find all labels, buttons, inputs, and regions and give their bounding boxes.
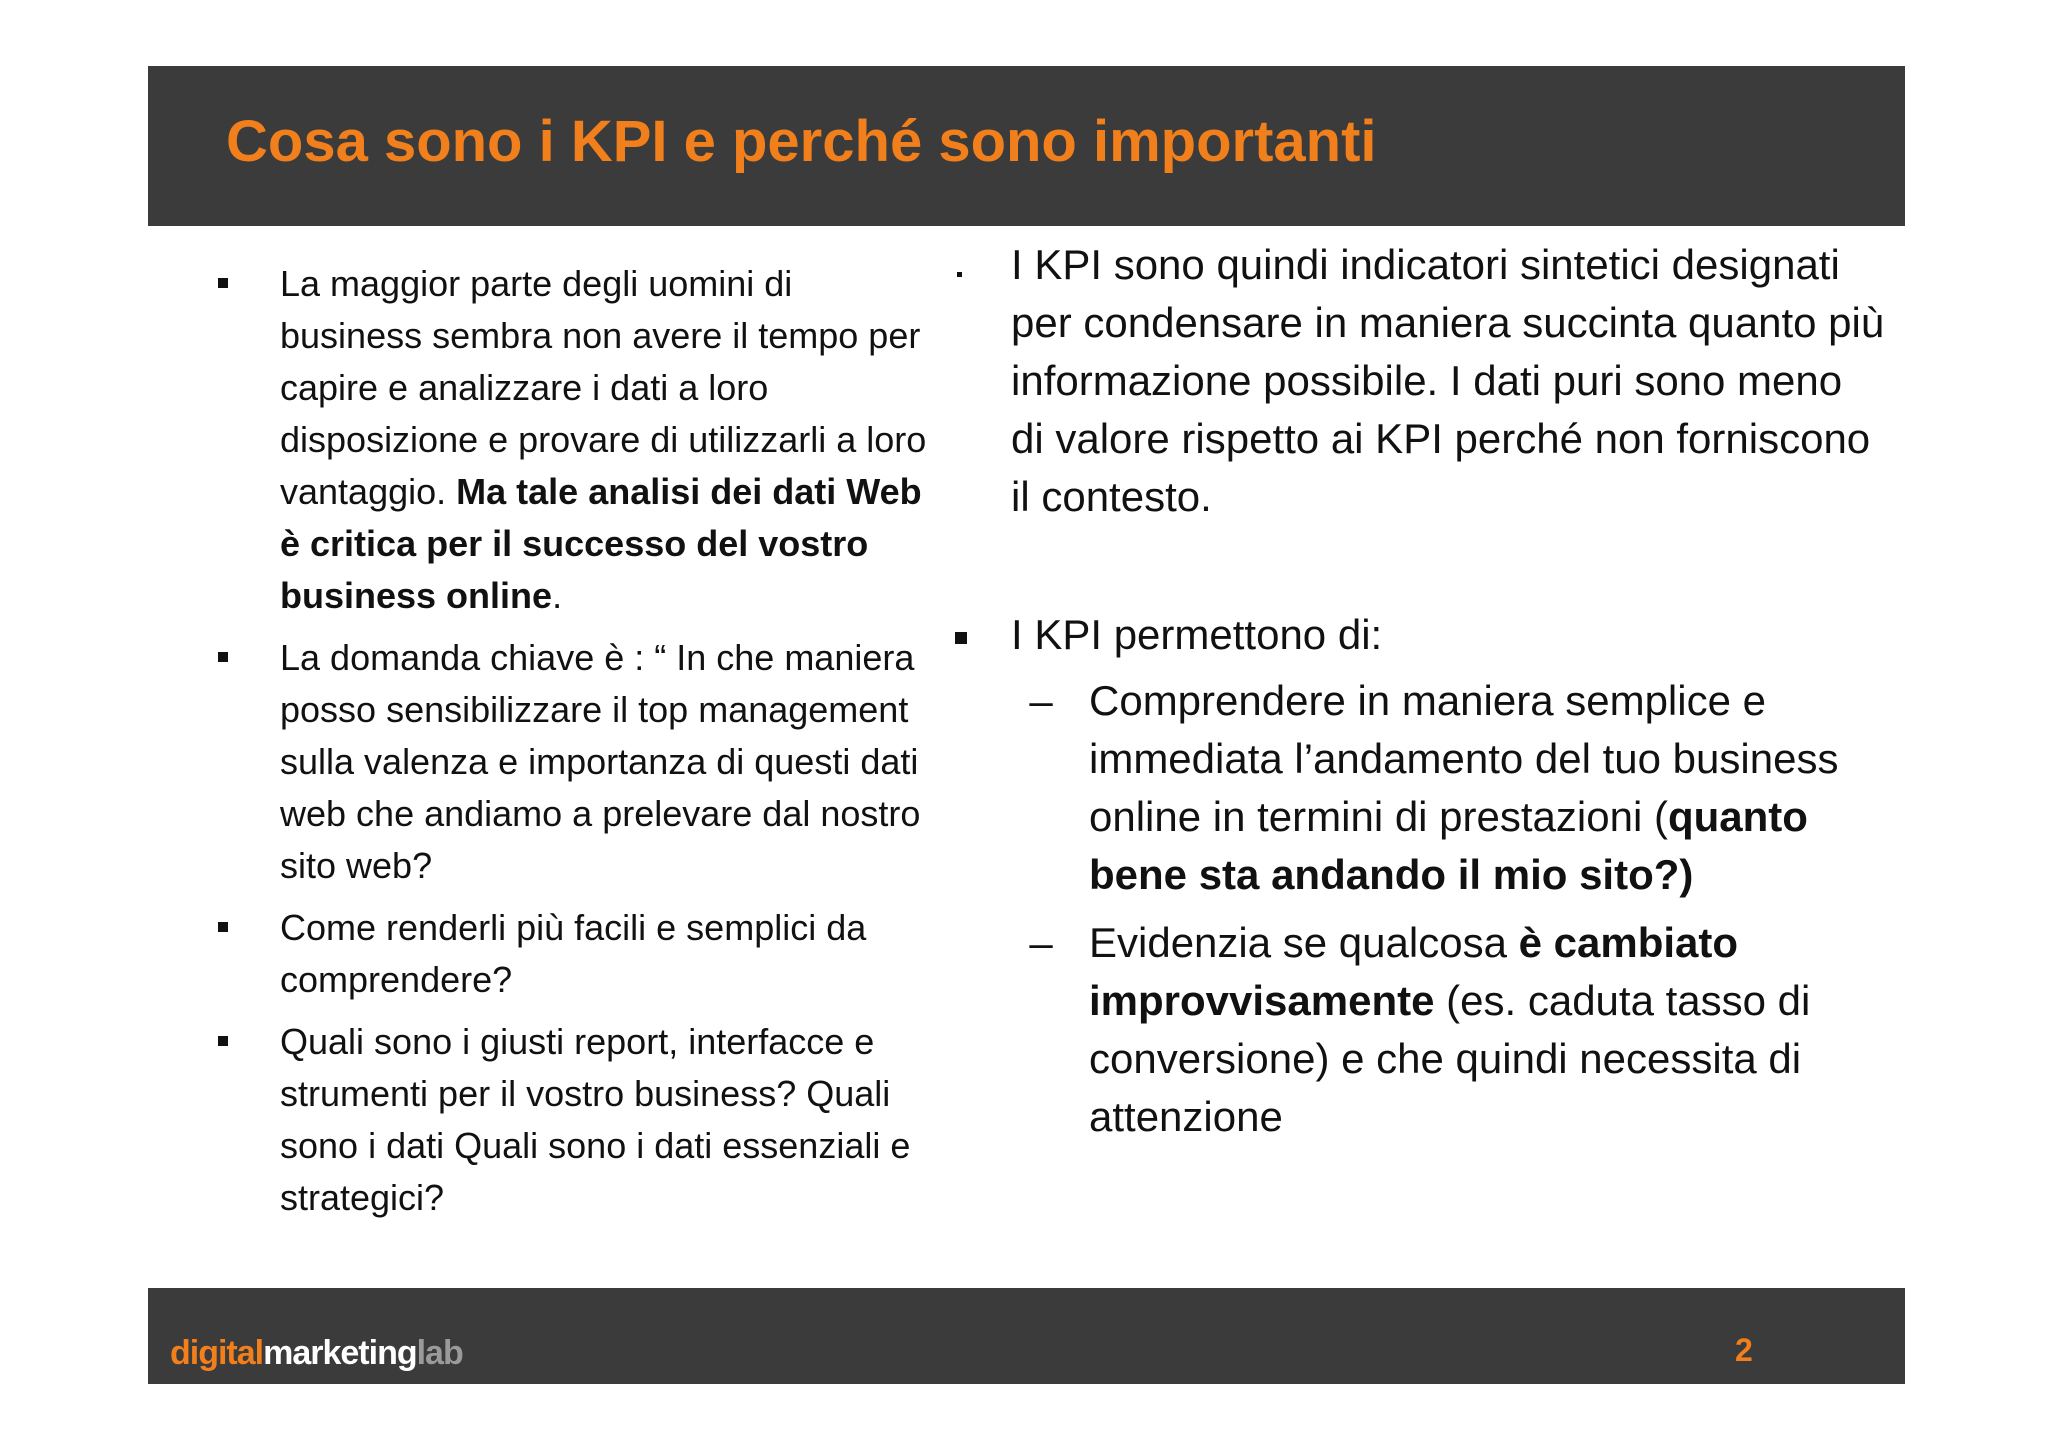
item-text: Come renderli più facili e semplici da comprendere?	[280, 907, 867, 1000]
sub-item-text-end: (es. caduta tasso di conversione) e che quindi necessita di attenzione	[1089, 977, 1811, 1140]
list-item	[945, 606, 1885, 1146]
item-bold-text: Ma tale analisi dei dati Web è critica per il successo del vostro business online	[280, 471, 922, 616]
right-column	[945, 236, 1885, 1156]
square-bullet-icon	[955, 632, 967, 644]
list-item	[210, 1016, 930, 1224]
sub-item-text: Comprendere in maniera semplice e immediata l’andamento del tuo business online in termini di prestazioni (	[1089, 677, 1839, 840]
list-item	[210, 258, 930, 622]
square-bullet-icon	[218, 652, 228, 662]
item-text: I KPI permettono di:	[1011, 611, 1383, 658]
item-text: I KPI sono quindi indicatori sintetici designati per condensare in maniera succinta quanto più informazione possibile. I dati puri sono meno di valore rispetto ai KPI perché non forniscono il contesto.	[1011, 241, 1885, 520]
square-bullet-icon	[218, 278, 228, 288]
logo-part-lab: lab	[416, 1334, 463, 1372]
logo	[170, 1334, 463, 1373]
square-bullet-icon	[218, 922, 228, 932]
list-item	[210, 632, 930, 892]
sub-item-bold-text: è cambiato improvvisamente	[1089, 919, 1739, 1024]
square-bullet-icon	[218, 1036, 228, 1046]
sub-item-bold-text: quanto bene sta andando il mio sito?)	[1089, 793, 1808, 898]
item-text-end: .	[552, 575, 563, 616]
left-column	[210, 258, 930, 1234]
list-item	[210, 902, 930, 1006]
slide-title: Cosa sono i KPI e perché sono importanti	[226, 109, 1377, 174]
small-bullet-icon	[957, 272, 962, 277]
logo-part-digital: digital	[170, 1334, 264, 1372]
item-text: Quali sono i giusti report, interfacce e strumenti per il vostro business? Quali sono i dati Quali sono i dati essenziali e strategici?	[280, 1021, 911, 1218]
dash-bullet: –	[1029, 677, 1053, 724]
sub-list-item	[1011, 914, 1885, 1146]
sub-item-text: Evidenzia se qualcosa	[1089, 919, 1519, 966]
list-item	[945, 236, 1885, 526]
sub-list-item	[1011, 672, 1885, 904]
logo-part-marketing: marketing	[263, 1334, 417, 1372]
dash-bullet: –	[1029, 919, 1053, 966]
page-number: 2	[1735, 1332, 1753, 1368]
item-text: La domanda chiave è : “ In che maniera posso sensibilizzare il top management sulla valenza e importanza di questi dati web che andiamo a prelevare dal nostro sito web?	[280, 637, 921, 886]
sub-list	[1011, 672, 1885, 1146]
item-text: La maggior parte degli uomini di business sembra non avere il tempo per capire e analizzare i dati a loro disposizione e provare di utilizzarli a loro vantaggio.	[280, 263, 927, 512]
